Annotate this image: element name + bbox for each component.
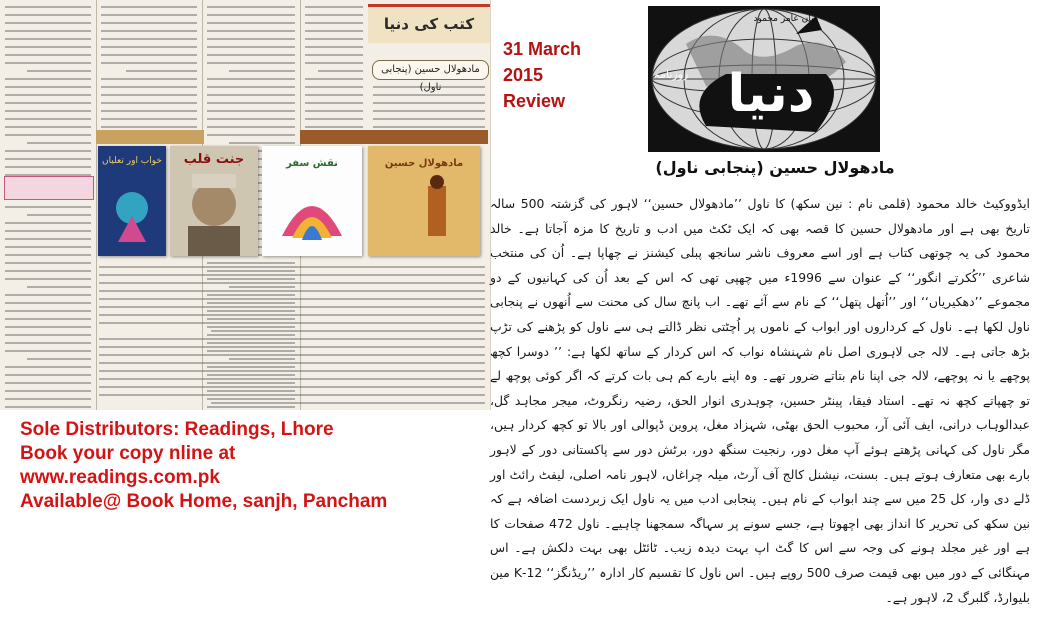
clip-text-line: [99, 362, 485, 364]
clip-text-line: [5, 254, 91, 256]
clip-text-line: [5, 206, 91, 208]
clip-text-line: [101, 62, 197, 64]
clip-text-line: [305, 30, 363, 32]
clip-text-line: [5, 398, 91, 400]
clip-text-line: [101, 102, 197, 104]
clip-text-line: [101, 86, 197, 88]
clip-text-line: [5, 342, 91, 344]
clip-section-title: کتب کی دنیا: [368, 4, 490, 43]
clip-text-line: [5, 54, 91, 56]
clip-text-line: [207, 86, 295, 88]
book-cover: [262, 146, 362, 256]
dunya-logo: [646, 4, 882, 154]
book-cover: [368, 146, 480, 256]
clip-text-column: [2, 0, 94, 410]
clip-text-line: [99, 274, 485, 276]
clip-text-line: [5, 390, 91, 392]
clip-text-line: [5, 150, 91, 152]
clip-caption-box: [4, 176, 94, 200]
review-label: Review: [503, 91, 566, 111]
clip-text-line: [101, 6, 197, 8]
clip-text-line: [101, 94, 197, 96]
book-cover-title: خواب اور تعلیاں: [102, 156, 162, 166]
book-cover-title: نقش سفر: [286, 158, 338, 169]
clip-text-line: [5, 334, 91, 336]
clip-text-line: [27, 358, 91, 360]
clip-text-line: [305, 62, 363, 64]
clip-text-line: [27, 214, 91, 216]
clip-text-line: [305, 38, 363, 40]
clip-text-line: [5, 350, 91, 352]
clip-text-line: [5, 30, 91, 32]
clip-text-line: [229, 142, 295, 144]
clip-divider: [96, 130, 204, 144]
clip-text-line: [211, 402, 485, 404]
article-body: [490, 192, 1030, 610]
clip-text-line: [207, 38, 295, 40]
clip-text-line: [101, 78, 197, 80]
clip-text-line: [373, 118, 485, 120]
clip-text-line: [5, 46, 91, 48]
logo-tagline: روزنامہ: [653, 68, 689, 81]
clip-text-line: [101, 38, 197, 40]
clip-text-line: [207, 22, 295, 24]
clip-text-line: [207, 134, 295, 136]
clip-text-line: [99, 386, 485, 388]
clip-text-line: [5, 14, 91, 16]
clip-text-line: [207, 102, 295, 104]
article-paragraph: ایڈووکیٹ خالد محمود (قلمی نام : نین سکھ) کا ناول ’’مادھولال حسین‘‘ لاہور کی گزشتہ 500 سالہ تاریخ بھی ہے اور مادھولال حسین کا قصہ بھی کہ ایک ٹکٹ میں ادب و تاریخ کا مزہ آجاتا ہے۔ خالد محمود کی یہ چوتھی کتاب ہے اور اسے معروف ناشر سانجھ پبلی کیشنز نے چھاپا ہے۔ اُن کی منتخب شاعری ’’کُکرتے انگور‘‘ کے عنوان سے 1996ء میں چھپی تھی کہ اس کے بعد اُن کی کہانیوں کے دو مجموعے ’’دھکیریاں‘‘ اور ’’اُتھل پتھل‘‘ کے نام سے آئے تھے۔ اب پانچ سال کی محنت سے اُنھوں نے پنجابی ناول لکھا ہے۔ ناول کے کرداروں اور ابواب کے ناموں پر اُچٹتی نظر ڈالتے ہی سے ناول کو پڑھنے کی تڑپ بڑھ جاتی ہے۔ لالہ جی لاہوری اصل نام شہنشاہ نواب کہ اس کردار کے ساتھ لکھا ہے: ’’ دوسرا کچھ پوچھے یا نہ پوچھے، لالہ جی اپنا نام بتاتے ضرور تھے۔ وہ اپنے بارے کم ہی بات کرتے کہ اگر کوئی پوچھ لے تو چھپاتے کچھ نہ تھے۔ استاد فیقا، پینٹر حسین، چوہدری انوار الحق، رضیہ رنگروٹ، میجر مجاہد گل، عبدالوہاب درانی، ایف آئی آر، محبوب الحق بھٹی، شہزاد مغل، پروین ڈپوالی اور بالا تو کچھ کردار ہیں، مگر ناول کی کہانی پڑھتے ہوئے آپ مغل دور، رنجیت سنگھ دور، برٹش دور سے پاکستانی دور کے لاہور بارے بھی متعارف ہوتے ہیں۔ بسنت، نیشنل کالج آف آرٹ، میلہ چراغاں، لاہور نامہ اصلی، لیفٹ رائٹ اور ڈلے دی وار، کل 25 میں سے چند ابواب کے نام ہیں۔ پنجابی ادب میں یہ ناول ایک زبردست اضافہ ہے کہ نین سکھ کی تحریر کا انداز بھی اچھوتا ہے، جسے سونے پر سہاگہ سمجھنا چاہیے۔ ناول 472 صفحات کا ہے اور غیر مجلد ہونے کی وجہ سے اس کا گٹ اپ بہت دیدہ زیب۔ ٹائٹل بھی بہت دلکش ہے۔ اس مہنگائی کے دور میں بھی قیمت صرف 500 روپے ہیں۔ اس ناول کا تقسیم کار ادارہ ’’ریڈنگز‘‘ 12-K مین بلیوارڈ، گلبرگ 2، لاہور ہے۔: [490, 196, 1031, 605]
clip-text-line: [5, 278, 91, 280]
cover-art: [368, 146, 480, 256]
book-cover-title: مادھولال حسین: [384, 158, 464, 169]
clip-text-line: [5, 118, 91, 120]
clip-text-line: [99, 266, 485, 268]
cover-art: [98, 146, 166, 256]
clip-text-line: [5, 382, 91, 384]
book-cover: [170, 146, 258, 256]
date-line: 31 March: [503, 39, 582, 59]
clip-text-line: [5, 86, 91, 88]
cover-art: [262, 146, 362, 256]
clip-text-line: [126, 70, 197, 72]
clip-text-line: [207, 78, 295, 80]
clip-text-line: [207, 118, 295, 120]
clip-text-line: [207, 30, 295, 32]
clip-text-line: [5, 94, 91, 96]
clip-text-line: [5, 78, 91, 80]
clip-text-line: [5, 110, 91, 112]
clip-text-line: [305, 94, 363, 96]
clip-text-line: [5, 406, 91, 408]
clip-text-line: [5, 158, 91, 160]
clip-text-line: [5, 6, 91, 8]
clip-text-line: [99, 322, 485, 324]
clip-text-line: [99, 314, 485, 316]
clip-text-line: [211, 330, 485, 332]
clip-text-line: [207, 14, 295, 16]
clip-text-line: [207, 94, 295, 96]
clip-text-line: [99, 298, 485, 300]
promo-line: Available@ Book Home, sanjh, Pancham: [20, 491, 388, 512]
clip-text-line: [101, 118, 197, 120]
clip-text-line: [101, 110, 197, 112]
clip-text-column: [98, 0, 200, 140]
clip-text-line: [305, 126, 363, 128]
clip-text-line: [305, 22, 363, 24]
clip-text-line: [99, 370, 485, 372]
clip-text-line: [101, 22, 197, 24]
logo-founder: میاں عامر محمود: [753, 14, 819, 24]
clip-text-line: [5, 270, 91, 272]
clip-text-line: [207, 54, 295, 56]
clip-text-line: [5, 238, 91, 240]
clip-text-line: [99, 290, 485, 292]
clip-text-line: [5, 230, 91, 232]
clip-text-line: [5, 126, 91, 128]
clip-text-line: [373, 110, 485, 112]
clip-text-line: [207, 126, 295, 128]
clip-text-line: [305, 102, 363, 104]
clip-text-line: [99, 306, 485, 308]
clip-text-line: [305, 110, 363, 112]
clip-text-line: [101, 14, 197, 16]
clip-text-line: [101, 54, 197, 56]
clip-text-line: [101, 46, 197, 48]
clip-review-heading: مادھولال حسین (پنجابی ناول): [372, 60, 489, 80]
book-cover-title: جنت قلب: [183, 152, 245, 167]
clip-text-line: [99, 346, 485, 348]
clip-text-line: [5, 38, 91, 40]
clip-text-line: [5, 310, 91, 312]
clip-text-line: [305, 46, 363, 48]
clip-text-line: [5, 262, 91, 264]
clip-text-line: [5, 62, 91, 64]
year-line: 2015: [503, 65, 544, 85]
clip-text-line: [101, 126, 197, 128]
clip-text-line: [305, 6, 363, 8]
clip-text-line: [5, 318, 91, 320]
clip-text-line: [5, 366, 91, 368]
website-link[interactable]: www.readings.com.pk: [20, 467, 220, 488]
clip-text-line: [305, 14, 363, 16]
clip-text-line: [99, 282, 485, 284]
clip-text-line: [5, 166, 91, 168]
distributor-notice: [20, 418, 387, 514]
clip-text-line: [229, 70, 295, 72]
clip-text-line: [5, 102, 91, 104]
clip-text-line: [27, 70, 91, 72]
clip-text-line: [99, 354, 485, 356]
clip-text-line: [5, 222, 91, 224]
clip-text-line: [101, 30, 197, 32]
clip-text-line: [5, 294, 91, 296]
clip-text-line: [373, 102, 485, 104]
clip-text-column: [96, 260, 488, 410]
clip-text-line: [5, 134, 91, 136]
book-cover: [98, 146, 166, 256]
logo-wordmark: دنیا: [727, 64, 815, 124]
clip-text-line: [305, 118, 363, 120]
date-annotation: [503, 36, 581, 114]
clip-text-line: [99, 378, 485, 380]
clip-text-line: [5, 302, 91, 304]
clip-text-line: [99, 338, 485, 340]
clip-text-line: [207, 6, 295, 8]
promo-line: Book your copy nline at: [20, 443, 236, 464]
clip-text-line: [305, 54, 363, 56]
cover-art: [170, 146, 258, 256]
clip-text-line: [305, 86, 363, 88]
clip-text-line: [5, 326, 91, 328]
clip-text-line: [27, 286, 91, 288]
article-heading: مادھولال حسین (پنجابی ناول): [655, 158, 895, 177]
clip-text-line: [207, 110, 295, 112]
clip-text-line: [5, 374, 91, 376]
clip-text-line: [207, 46, 295, 48]
clip-text-line: [305, 78, 363, 80]
clip-text-column: [302, 0, 366, 140]
clip-text-line: [27, 142, 91, 144]
newspaper-clipping: [0, 0, 491, 410]
clip-text-line: [99, 394, 485, 396]
clip-divider: [300, 130, 488, 144]
clip-text-line: [207, 62, 295, 64]
clip-text-line: [373, 126, 485, 128]
promo-line: Sole Distributors: Readings, Lhore: [20, 419, 334, 440]
clip-text-line: [5, 246, 91, 248]
clip-text-line: [5, 22, 91, 24]
clip-text-line: [318, 70, 363, 72]
